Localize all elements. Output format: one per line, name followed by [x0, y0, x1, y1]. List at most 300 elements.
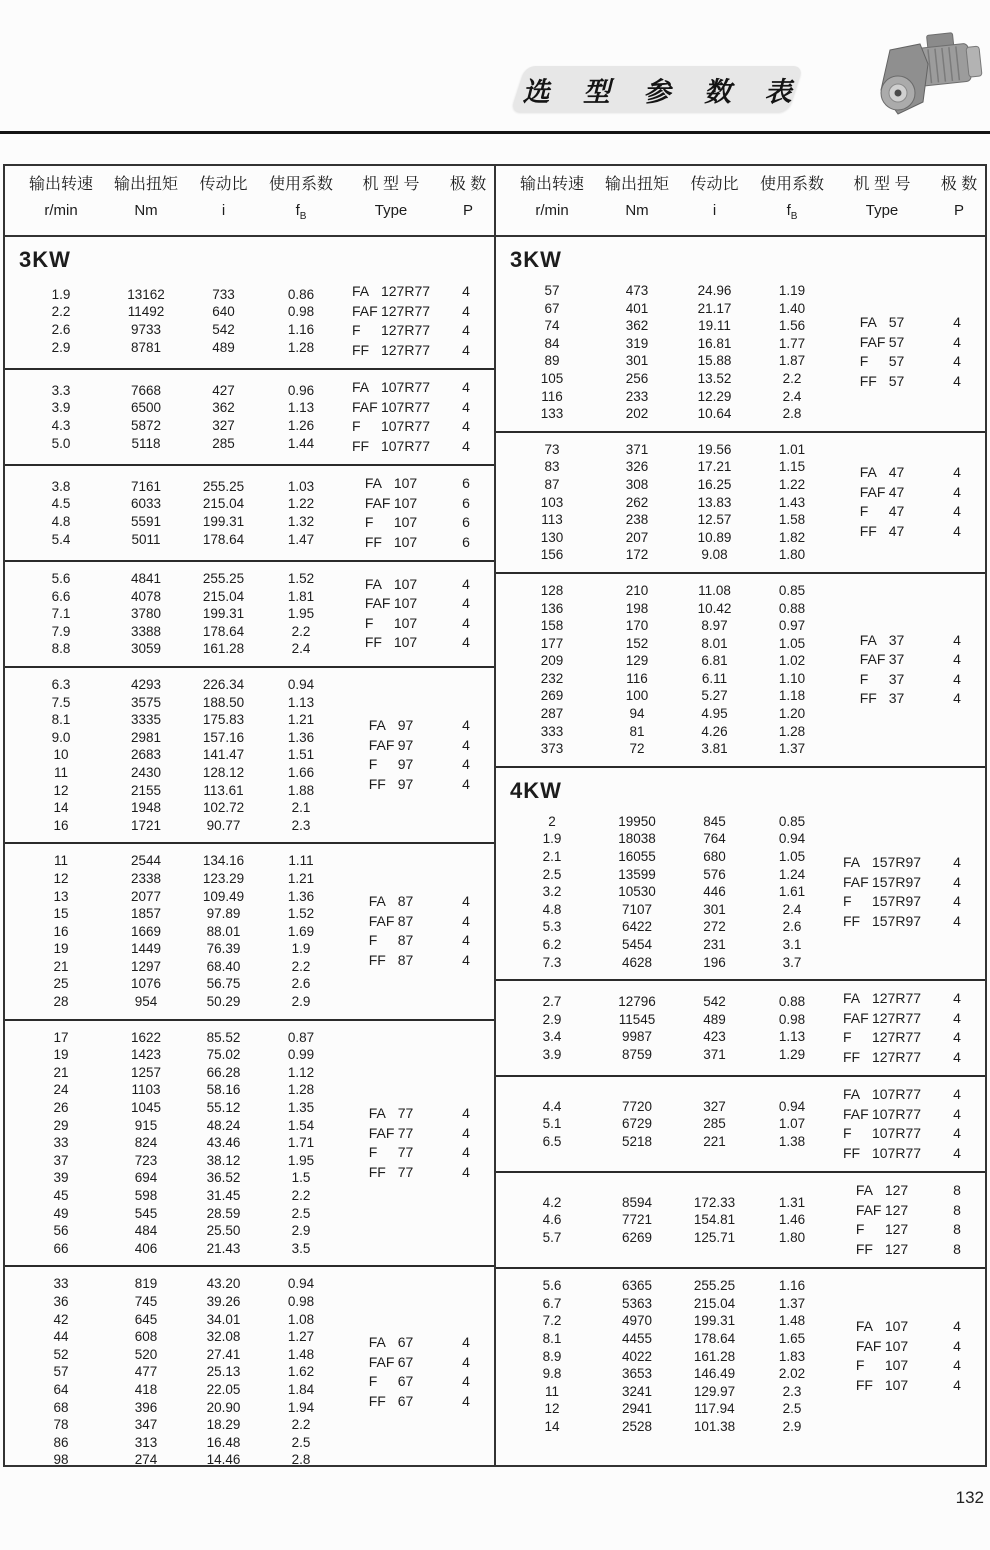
torque-value: 477: [134, 1364, 158, 1380]
torque-value: 7721: [621, 1212, 653, 1228]
ratio-value: 18.29: [206, 1417, 241, 1433]
model-type-row: [336, 1163, 488, 1183]
table-row: [11, 531, 336, 549]
factor-value: 1.36: [287, 729, 315, 745]
model-prefix: F: [855, 1221, 865, 1238]
ratio-value: 109.49: [202, 888, 245, 904]
data-rows: [11, 382, 336, 452]
speed-value: 33: [53, 1135, 69, 1151]
ratio-value: 371: [703, 1046, 726, 1062]
torque-value: 6365: [621, 1278, 653, 1294]
factor-value: 1.83: [778, 1348, 806, 1364]
speed-value: 7.5: [51, 694, 71, 710]
speed-value: 37: [53, 1152, 69, 1168]
ratio-value: 15.88: [697, 353, 732, 369]
torque-value: 313: [134, 1434, 158, 1450]
data-rows: [11, 478, 336, 548]
ratio-value: 199.31: [202, 514, 245, 529]
poles-value: 4: [953, 1337, 961, 1354]
model-type-row: [827, 650, 979, 670]
table-row: [11, 286, 336, 304]
poles-value: 4: [462, 437, 470, 454]
ratio-value: 34.01: [206, 1311, 241, 1327]
torque-value: 1721: [130, 817, 162, 833]
poles-value: 4: [953, 314, 961, 331]
factor-value: 1.37: [778, 1295, 806, 1311]
model-type: [336, 1104, 446, 1124]
ratio-value: 90.77: [206, 817, 241, 833]
poles-value: 4: [462, 1105, 470, 1122]
ratio-value: 28.59: [206, 1205, 241, 1221]
ratio-value: 178.64: [202, 531, 245, 547]
ratio-value: 128.12: [202, 764, 245, 780]
factor-value: 1.43: [778, 494, 806, 510]
ratio-value: 154.81: [693, 1212, 736, 1228]
data-rows: [502, 813, 827, 971]
torque-value: 3335: [130, 712, 162, 728]
speed-value: 3.4: [542, 1029, 562, 1045]
factor-value: 1.26: [287, 418, 315, 433]
speed-value: 26: [53, 1100, 69, 1116]
model-size: 57: [888, 314, 905, 331]
model-type: [827, 1105, 937, 1125]
model-size: 97: [397, 717, 414, 734]
speed-value: 19: [53, 941, 69, 957]
torque-value: 233: [625, 388, 649, 404]
torque-value: 819: [134, 1276, 158, 1292]
table-row: [11, 923, 336, 941]
model-prefix: F: [351, 418, 361, 434]
model-size: 107: [884, 1318, 909, 1335]
torque-value: 11545: [618, 1011, 656, 1027]
poles-value: 4: [953, 912, 961, 929]
torque-value: 3575: [130, 694, 162, 710]
model-type-row: [336, 1104, 488, 1124]
factor-value: 1.16: [778, 1278, 806, 1294]
table-row: [11, 852, 336, 870]
model-type: [336, 533, 446, 553]
data-group: [5, 666, 494, 842]
model-size: 127R77: [380, 283, 431, 299]
table-row: [11, 764, 336, 782]
model-type: [336, 1143, 446, 1163]
model-types: [827, 989, 979, 1067]
ratio-value: 427: [212, 382, 235, 398]
speed-value: 19: [53, 1047, 69, 1063]
model-type-row: [336, 474, 488, 494]
model-type: [336, 282, 446, 302]
torque-value: 484: [134, 1223, 158, 1239]
model-prefix: FAF: [368, 1353, 395, 1370]
model-size: 107R77: [380, 398, 431, 415]
model-prefix: FAF: [859, 333, 886, 350]
factor-value: 0.87: [287, 1029, 315, 1045]
table-row: [502, 617, 827, 635]
model-size: 107: [393, 614, 418, 631]
ratio-value: 6.11: [701, 670, 728, 686]
torque-value: 3653: [621, 1366, 653, 1382]
data-rows: [502, 993, 827, 1063]
ratio-value: 231: [703, 937, 726, 952]
model-type: [827, 989, 937, 1009]
speed-value: 14: [53, 800, 69, 816]
ratio-value: 172.33: [693, 1194, 736, 1210]
speed-value: 11: [53, 764, 68, 780]
torque-value: 301: [625, 353, 649, 369]
table-row: [502, 830, 827, 848]
model-type: [336, 1163, 446, 1183]
ratio-value: 576: [703, 866, 726, 882]
factor-value: 1.13: [287, 400, 315, 416]
factor-value: 1.47: [287, 531, 315, 547]
model-prefix: FA: [368, 893, 386, 910]
model-size: 107R77: [871, 1144, 922, 1161]
factor-value: 2.6: [782, 919, 802, 935]
poles-value: 4: [953, 353, 961, 370]
model-type-row: [336, 398, 488, 418]
model-size: 157R97: [871, 893, 922, 910]
ratio-value: 97.89: [206, 906, 241, 922]
model-type: [336, 912, 446, 932]
speed-value: 2.9: [51, 339, 71, 355]
table-row: [502, 813, 827, 831]
torque-value: 694: [134, 1170, 158, 1186]
torque-value: 210: [625, 582, 649, 598]
ratio-value: 21.17: [697, 300, 732, 316]
model-type: [827, 502, 937, 522]
table-row: [502, 1133, 827, 1151]
model-size: 107: [884, 1357, 909, 1374]
model-types: [827, 463, 979, 541]
ratio-value: 3.81: [701, 741, 728, 757]
torque-value: 2528: [621, 1418, 653, 1434]
model-type-row: [336, 417, 488, 437]
torque-value: 6033: [130, 496, 162, 512]
table-row: [502, 866, 827, 884]
ratio-value: 43.46: [206, 1135, 241, 1151]
model-prefix: FAF: [842, 1009, 869, 1026]
model-size: 37: [888, 631, 905, 648]
header-speed: 输出转速 r/min: [28, 176, 93, 219]
torque-value: 5591: [130, 514, 162, 529]
model-type: [336, 736, 446, 756]
torque-value: 207: [625, 529, 649, 545]
table-row: [11, 1029, 336, 1047]
table-row: [502, 1194, 827, 1212]
model-prefix: FF: [842, 912, 861, 929]
model-type: [336, 775, 446, 795]
model-type: [827, 313, 937, 333]
ratio-value: 123.29: [202, 870, 245, 886]
ratio-value: 16.81: [697, 335, 732, 351]
speed-value: 4.8: [542, 901, 562, 917]
model-type: [827, 1356, 937, 1376]
model-prefix: FF: [859, 690, 877, 707]
model-size: 127: [884, 1182, 909, 1199]
table-row: [502, 705, 827, 723]
speed-value: 49: [53, 1205, 69, 1221]
torque-value: 8594: [621, 1194, 653, 1210]
section-title: 4KW: [510, 777, 562, 803]
table-row: [11, 905, 336, 923]
model-size: 107: [393, 475, 418, 491]
torque-value: 2941: [621, 1401, 653, 1417]
page-title: 选 型 参 数 表: [522, 76, 805, 107]
page-number: 132: [955, 1488, 984, 1507]
poles-value: 4: [953, 631, 961, 648]
model-type-row: [827, 989, 979, 1009]
table-row: [11, 782, 336, 800]
poles-value: 4: [953, 1376, 961, 1393]
model-prefix: FA: [351, 379, 370, 395]
speed-value: 158: [540, 618, 564, 634]
poles-value: 4: [462, 1334, 470, 1351]
speed-value: 177: [540, 635, 564, 651]
ratio-value: 10.64: [697, 406, 732, 422]
speed-value: 17: [53, 1029, 69, 1045]
model-size: 127: [884, 1201, 909, 1218]
model-type: [827, 650, 937, 670]
table-row: [11, 1064, 336, 1082]
data-group: [496, 1267, 985, 1443]
table-row: [502, 317, 827, 335]
ratio-value: 6.81: [701, 653, 728, 669]
model-size: 127R77: [871, 1029, 922, 1046]
model-size: 57: [888, 372, 905, 389]
model-type: [336, 513, 446, 533]
table-row: [11, 417, 336, 435]
table-row: [502, 670, 827, 688]
speed-value: 52: [53, 1346, 69, 1362]
table-row: [502, 1098, 827, 1116]
header-ratio: 传动比 i: [199, 176, 248, 219]
factor-value: 1.16: [287, 322, 315, 337]
model-prefix: FF: [351, 437, 370, 454]
model-size: 157R97: [871, 912, 922, 929]
data-rows: [11, 1029, 336, 1258]
ratio-value: 50.29: [206, 994, 241, 1010]
speed-value: 44: [53, 1329, 69, 1345]
model-type: [336, 951, 446, 971]
model-types: [336, 575, 488, 653]
title-banner: [511, 66, 804, 112]
poles-value: 4: [462, 1124, 470, 1141]
torque-value: 326: [625, 459, 649, 475]
model-prefix: FA: [364, 475, 382, 491]
poles-value: 4: [462, 1353, 470, 1370]
factor-value: 1.03: [287, 478, 315, 494]
model-type: [827, 1009, 937, 1029]
model-type-row: [827, 1028, 979, 1048]
model-type-row: [827, 670, 979, 690]
model-type-row: [827, 1356, 979, 1376]
torque-value: 1449: [130, 941, 162, 957]
factor-value: 0.98: [778, 1011, 806, 1027]
factor-value: 1.81: [287, 588, 315, 604]
table-row: [502, 883, 827, 901]
model-prefix: FF: [855, 1240, 873, 1257]
torque-value: 274: [134, 1452, 158, 1467]
model-type-row: [336, 437, 488, 457]
ratio-value: 446: [703, 884, 726, 900]
factor-value: 1.22: [287, 496, 315, 512]
model-size: 37: [888, 690, 905, 707]
factor-value: 0.88: [778, 600, 806, 616]
poles-value: 4: [462, 932, 470, 949]
speed-value: 3.9: [542, 1046, 562, 1062]
model-type: [827, 873, 937, 893]
model-type-row: [827, 502, 979, 522]
data-group: [5, 368, 494, 464]
factor-value: 2.2: [291, 623, 311, 639]
model-prefix: FAF: [364, 494, 391, 511]
model-type: [827, 1376, 937, 1396]
table-row: [502, 1295, 827, 1313]
section-title: 3KW: [19, 247, 71, 272]
torque-value: 3780: [130, 606, 162, 622]
factor-value: 1.28: [287, 339, 315, 355]
factor-value: 1.21: [287, 870, 315, 886]
torque-value: 645: [134, 1311, 158, 1327]
factor-value: 1.21: [287, 712, 315, 728]
model-type: [827, 1220, 937, 1240]
poles-value: 4: [462, 951, 470, 968]
model-prefix: FAF: [842, 873, 869, 890]
model-prefix: F: [368, 1373, 378, 1390]
torque-value: 129: [625, 653, 649, 669]
factor-value: 0.98: [287, 304, 315, 320]
model-type: [336, 1372, 446, 1392]
ratio-value: 285: [212, 435, 235, 451]
factor-value: 2.3: [291, 817, 311, 833]
torque-value: 5218: [621, 1133, 653, 1149]
speed-value: 8.1: [542, 1330, 562, 1346]
header-ratio: 传动比 i: [690, 176, 739, 219]
poles-value: 8: [953, 1201, 961, 1218]
model-size: 77: [397, 1163, 414, 1180]
table-row: [502, 848, 827, 866]
model-prefix: FA: [855, 1182, 873, 1199]
table-row: [502, 300, 827, 318]
data-group: [496, 979, 985, 1075]
speed-value: 105: [540, 370, 564, 386]
table-row: [11, 382, 336, 400]
factor-value: 1.87: [778, 353, 806, 369]
speed-value: 33: [53, 1276, 69, 1292]
speed-value: 5.0: [51, 435, 71, 451]
data-rows: [502, 282, 827, 423]
speed-value: 5.3: [542, 919, 562, 935]
model-type-row: [827, 631, 979, 651]
ratio-value: 85.52: [206, 1029, 241, 1045]
speed-value: 2: [548, 813, 556, 829]
torque-value: 256: [625, 370, 649, 386]
torque-value: 371: [625, 441, 649, 457]
factor-value: 1.18: [778, 688, 806, 704]
header-torque: 输出扭矩 Nm: [604, 176, 669, 219]
torque-value: 824: [134, 1135, 158, 1151]
torque-value: 2338: [130, 870, 162, 886]
factor-value: 1.36: [287, 888, 315, 904]
model-type-row: [336, 1353, 488, 1373]
speed-value: 5.6: [51, 571, 71, 586]
ratio-value: 327: [703, 1098, 726, 1114]
model-type-row: [827, 873, 979, 893]
factor-value: 1.46: [778, 1212, 806, 1228]
speed-value: 89: [544, 353, 560, 369]
header-speed: 输出转速 r/min: [519, 176, 584, 219]
factor-value: 2.2: [291, 1188, 311, 1203]
ratio-value: 75.02: [206, 1047, 241, 1063]
poles-value: 4: [462, 775, 470, 792]
model-prefix: FAF: [368, 1124, 395, 1141]
factor-value: 1.32: [287, 514, 315, 529]
speed-value: 2.2: [51, 304, 71, 320]
model-type-row: [336, 1392, 488, 1412]
table-row: [502, 901, 827, 919]
speed-value: 56: [53, 1223, 69, 1239]
model-prefix: F: [351, 322, 361, 338]
torque-value: 202: [625, 406, 649, 422]
power-section: [5, 237, 494, 1467]
speed-value: 84: [544, 335, 560, 351]
model-size: 127: [884, 1221, 909, 1238]
table-row: [502, 635, 827, 653]
model-prefix: FAF: [855, 1201, 882, 1218]
ratio-value: 680: [703, 849, 726, 865]
factor-value: 1.51: [287, 747, 315, 763]
model-prefix: FA: [842, 990, 861, 1007]
table-row: [11, 1451, 336, 1467]
table-row: [502, 1400, 827, 1418]
factor-value: 2.1: [291, 800, 311, 816]
torque-value: 9987: [621, 1029, 653, 1045]
torque-value: 8781: [130, 339, 162, 355]
ratio-value: 43.20: [206, 1276, 241, 1292]
ratio-value: 161.28: [693, 1348, 736, 1364]
ratio-value: 11.08: [698, 582, 731, 598]
factor-value: 0.98: [287, 1293, 315, 1309]
model-type: [827, 1144, 937, 1164]
torque-value: 915: [134, 1117, 158, 1133]
torque-value: 745: [134, 1293, 158, 1309]
factor-value: 1.84: [287, 1381, 315, 1397]
ratio-value: 17.21: [697, 459, 732, 475]
ratio-value: 13.83: [697, 494, 732, 510]
speed-value: 4.5: [51, 496, 71, 512]
torque-value: 1948: [130, 800, 162, 816]
model-type-row: [336, 931, 488, 951]
model-prefix: F: [364, 514, 374, 530]
model-prefix: FF: [368, 951, 386, 968]
model-size: 127R77: [380, 302, 431, 319]
factor-value: 3.7: [782, 954, 802, 970]
model-types: [827, 1181, 979, 1259]
speed-value: 1.9: [542, 831, 562, 847]
model-type: [336, 594, 446, 614]
factor-value: 1.19: [778, 283, 806, 298]
ratio-value: 113.61: [203, 782, 244, 798]
torque-value: 7720: [621, 1098, 653, 1114]
torque-value: 81: [629, 723, 645, 739]
data-group: [496, 431, 985, 572]
model-size: 87: [397, 951, 414, 968]
factor-value: 1.05: [778, 849, 806, 865]
ratio-value: 58.16: [206, 1082, 241, 1098]
model-type-row: [827, 1376, 979, 1396]
table-row: [502, 335, 827, 353]
factor-value: 1.13: [287, 694, 315, 710]
